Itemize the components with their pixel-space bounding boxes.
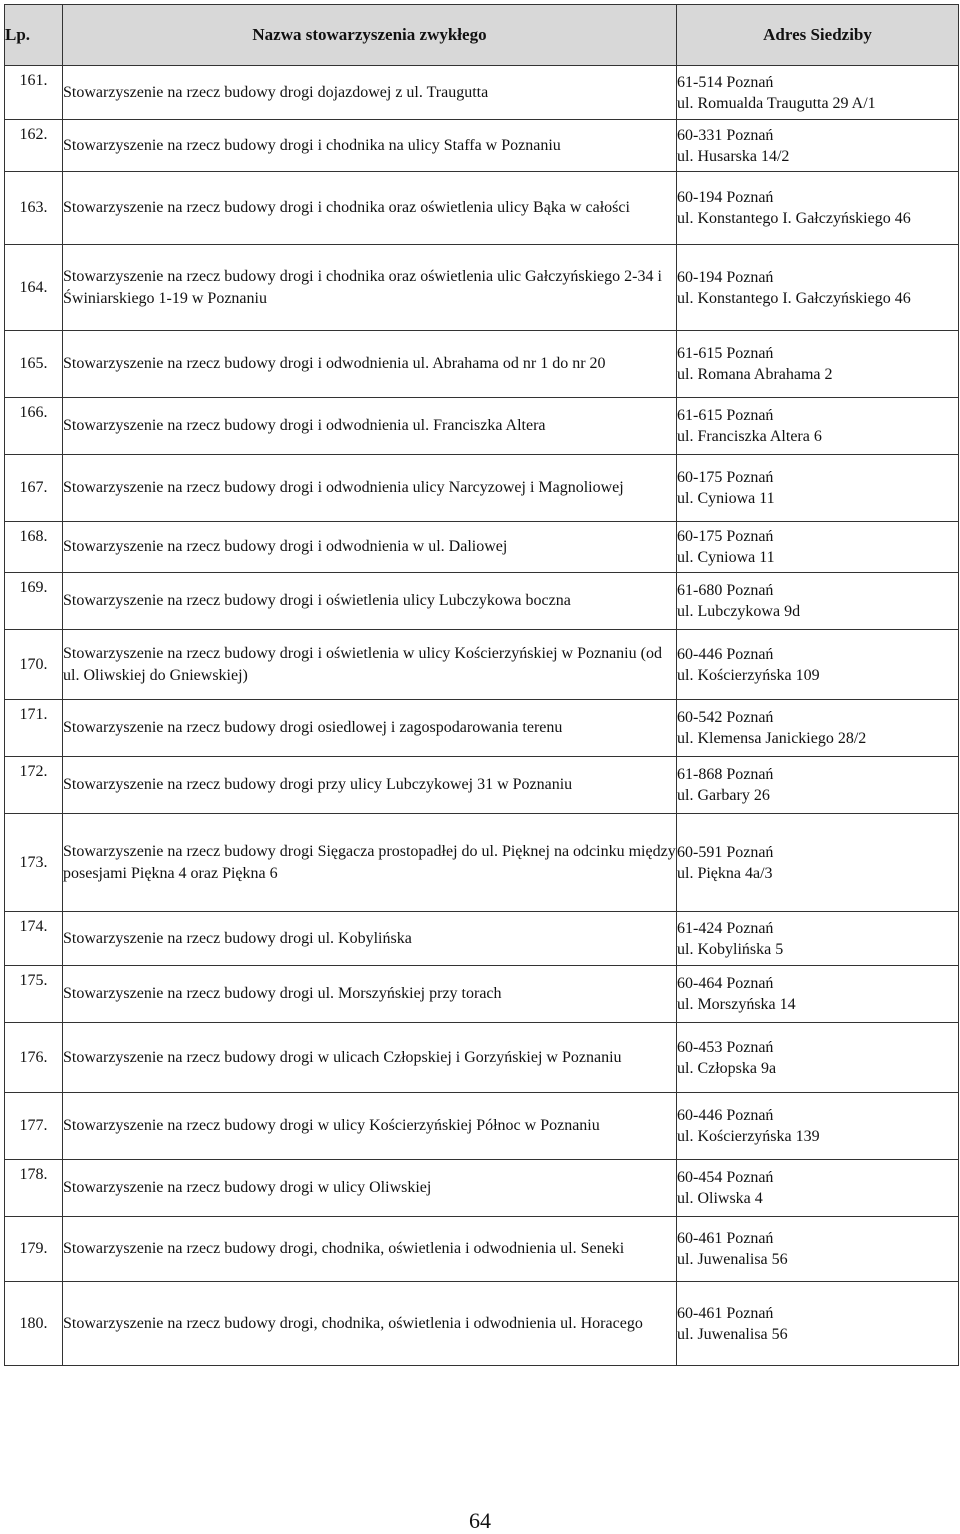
row-number: 175. <box>5 966 63 1023</box>
association-name: Stowarzyszenie na rzecz budowy drogi i odwodnienia ulicy Narcyzowej i Magnoliowej <box>63 455 677 522</box>
row-number: 163. <box>5 172 63 245</box>
association-name: Stowarzyszenie na rzecz budowy drogi w ulicach Człopskiej i Gorzyńskiej w Poznaniu <box>63 1023 677 1093</box>
table-body <box>5 66 959 1366</box>
address-postal-line: 60-194 Poznań <box>677 268 774 286</box>
address-postal-line: 60-453 Poznań <box>677 1038 774 1056</box>
table-row <box>5 245 959 331</box>
association-name: Stowarzyszenie na rzecz budowy drogi przy ulicy Lubczykowej 31 w Poznaniu <box>63 757 677 814</box>
association-name: Stowarzyszenie na rzecz budowy drogi, chodnika, oświetlenia i odwodnienia ul. Horacego <box>63 1282 677 1366</box>
table-row <box>5 66 959 120</box>
table-row <box>5 455 959 522</box>
address-postal-line: 60-331 Poznań <box>677 126 774 144</box>
association-address <box>677 66 959 120</box>
address-postal-line: 60-591 Poznań <box>677 843 774 861</box>
association-name: Stowarzyszenie na rzecz budowy drogi dojazdowej z ul. Traugutta <box>63 66 677 120</box>
address-street-line: ul. Kościerzyńska 139 <box>677 1128 820 1145</box>
address-postal-line: 60-542 Poznań <box>677 709 774 726</box>
row-number: 168. <box>5 522 63 573</box>
association-address <box>677 455 959 522</box>
address-street-line: ul. Piękna 4a/3 <box>677 864 773 882</box>
row-number: 161. <box>5 66 63 120</box>
association-name: Stowarzyszenie na rzecz budowy drogi i chodnika oraz oświetlenia ulicy Bąka w całości <box>63 172 677 245</box>
address-street-line: ul. Romana Abrahama 2 <box>677 366 833 383</box>
table-row <box>5 1282 959 1366</box>
address-street-line: ul. Kobylińska 5 <box>677 940 784 958</box>
address-postal-line: 60-175 Poznań <box>677 528 774 545</box>
address-postal-line: 60-446 Poznań <box>677 1107 774 1124</box>
table-row <box>5 966 959 1023</box>
row-number: 179. <box>5 1217 63 1282</box>
table-row <box>5 630 959 700</box>
address-street-line: ul. Oliwska 4 <box>677 1190 763 1207</box>
row-number: 171. <box>5 700 63 757</box>
association-address <box>677 912 959 966</box>
association-name: Stowarzyszenie na rzecz budowy drogi i odwodnienia ul. Franciszka Altera <box>63 398 677 455</box>
address-postal-line: 61-615 Poznań <box>677 345 774 362</box>
association-address <box>677 630 959 700</box>
association-address <box>677 522 959 573</box>
row-number: 176. <box>5 1023 63 1093</box>
address-street-line: ul. Garbary 26 <box>677 787 770 804</box>
table-row <box>5 172 959 245</box>
table-row <box>5 757 959 814</box>
address-postal-line: 60-461 Poznań <box>677 1304 774 1322</box>
address-street-line: ul. Człopska 9a <box>677 1059 777 1077</box>
header-lp: Lp. <box>5 5 63 66</box>
address-street-line: ul. Kościerzyńska 109 <box>677 666 820 684</box>
address-street-line: ul. Konstantego I. Gałczyńskiego 46 <box>677 289 911 307</box>
association-name: Stowarzyszenie na rzecz budowy drogi ul. Kobylińska <box>63 912 677 966</box>
association-name: Stowarzyszenie na rzecz budowy drogi i chodnika oraz oświetlenia ulic Gałczyńskiego 2-34 i Świniarskiego 1-19 w Poznaniu <box>63 245 677 331</box>
association-name: Stowarzyszenie na rzecz budowy drogi i odwodnienia ul. Abrahama od nr 1 do nr 20 <box>63 331 677 398</box>
table-row <box>5 814 959 912</box>
address-street-line: ul. Konstantego I. Gałczyńskiego 46 <box>677 210 911 227</box>
row-number: 172. <box>5 757 63 814</box>
association-name: Stowarzyszenie na rzecz budowy drogi, chodnika, oświetlenia i odwodnienia ul. Seneki <box>63 1217 677 1282</box>
address-postal-line: 61-514 Poznań <box>677 73 774 91</box>
association-name: Stowarzyszenie na rzecz budowy drogi w ulicy Oliwskiej <box>63 1160 677 1217</box>
row-number: 174. <box>5 912 63 966</box>
table-row <box>5 1093 959 1160</box>
address-street-line: ul. Cyniowa 11 <box>677 549 775 566</box>
association-address <box>677 172 959 245</box>
association-name: Stowarzyszenie na rzecz budowy drogi i chodnika na ulicy Staffa w Poznaniu <box>63 120 677 172</box>
table-row <box>5 573 959 630</box>
association-name: Stowarzyszenie na rzecz budowy drogi i odwodnienia w ul. Daliowej <box>63 522 677 573</box>
address-postal-line: 61-868 Poznań <box>677 766 774 783</box>
association-address <box>677 573 959 630</box>
row-number: 173. <box>5 814 63 912</box>
association-address <box>677 331 959 398</box>
table-row <box>5 522 959 573</box>
row-number: 169. <box>5 573 63 630</box>
header-address: Adres Siedziby <box>677 5 959 66</box>
association-address <box>677 1160 959 1217</box>
associations-table <box>4 4 959 1366</box>
association-address <box>677 814 959 912</box>
association-address <box>677 398 959 455</box>
address-postal-line: 60-446 Poznań <box>677 645 774 663</box>
address-postal-line: 60-464 Poznań <box>677 975 774 992</box>
association-name: Stowarzyszenie na rzecz budowy drogi ul. Morszyńskiej przy torach <box>63 966 677 1023</box>
table-row <box>5 912 959 966</box>
association-address <box>677 120 959 172</box>
address-postal-line: 60-175 Poznań <box>677 469 774 486</box>
address-postal-line: 61-680 Poznań <box>677 582 774 599</box>
address-postal-line: 60-454 Poznań <box>677 1169 774 1186</box>
association-address <box>677 966 959 1023</box>
row-number: 170. <box>5 630 63 700</box>
header-name: Nazwa stowarzyszenia zwykłego <box>63 5 677 66</box>
table-row <box>5 331 959 398</box>
association-name: Stowarzyszenie na rzecz budowy drogi osiedlowej i zagospodarowania terenu <box>63 700 677 757</box>
address-street-line: ul. Franciszka Altera 6 <box>677 428 822 445</box>
table-row <box>5 1160 959 1217</box>
address-postal-line: 60-461 Poznań <box>677 1230 774 1247</box>
address-street-line: ul. Romualda Traugutta 29 A/1 <box>677 94 876 112</box>
address-street-line: ul. Lubczykowa 9d <box>677 603 801 620</box>
row-number: 166. <box>5 398 63 455</box>
table-row <box>5 398 959 455</box>
table-header-row <box>5 5 959 66</box>
association-name: Stowarzyszenie na rzecz budowy drogi i oświetlenia w ulicy Kościerzyńskiej w Poznaniu (od ul. Oliwskiej do Gniewskiej) <box>63 630 677 700</box>
page-number: 64 <box>469 1508 491 1533</box>
association-address <box>677 757 959 814</box>
association-address <box>677 1217 959 1282</box>
row-number: 180. <box>5 1282 63 1366</box>
address-street-line: ul. Juwenalisa 56 <box>677 1251 788 1268</box>
association-address <box>677 700 959 757</box>
row-number: 162. <box>5 120 63 172</box>
row-number: 178. <box>5 1160 63 1217</box>
address-street-line: ul. Morszyńska 14 <box>677 996 796 1013</box>
association-address <box>677 1093 959 1160</box>
association-address <box>677 1282 959 1366</box>
association-address <box>677 245 959 331</box>
association-address <box>677 1023 959 1093</box>
row-number: 164. <box>5 245 63 331</box>
address-postal-line: 61-615 Poznań <box>677 407 774 424</box>
row-number: 177. <box>5 1093 63 1160</box>
table-row <box>5 120 959 172</box>
address-postal-line: 61-424 Poznań <box>677 919 774 937</box>
row-number: 167. <box>5 455 63 522</box>
address-street-line: ul. Klemensa Janickiego 28/2 <box>677 730 867 747</box>
association-name: Stowarzyszenie na rzecz budowy drogi Sięgacza prostopadłej do ul. Pięknej na odcinku między posesjami Piękna 4 oraz Piękna 6 <box>63 814 677 912</box>
association-name: Stowarzyszenie na rzecz budowy drogi i oświetlenia ulicy Lubczykowa boczna <box>63 573 677 630</box>
table-row <box>5 700 959 757</box>
address-postal-line: 60-194 Poznań <box>677 189 774 206</box>
association-name: Stowarzyszenie na rzecz budowy drogi w ulicy Kościerzyńskiej Północ w Poznaniu <box>63 1093 677 1160</box>
row-number: 165. <box>5 331 63 398</box>
address-street-line: ul. Husarska 14/2 <box>677 147 790 165</box>
table-row <box>5 1217 959 1282</box>
address-street-line: ul. Cyniowa 11 <box>677 490 775 507</box>
address-street-line: ul. Juwenalisa 56 <box>677 1325 788 1343</box>
table-row <box>5 1023 959 1093</box>
